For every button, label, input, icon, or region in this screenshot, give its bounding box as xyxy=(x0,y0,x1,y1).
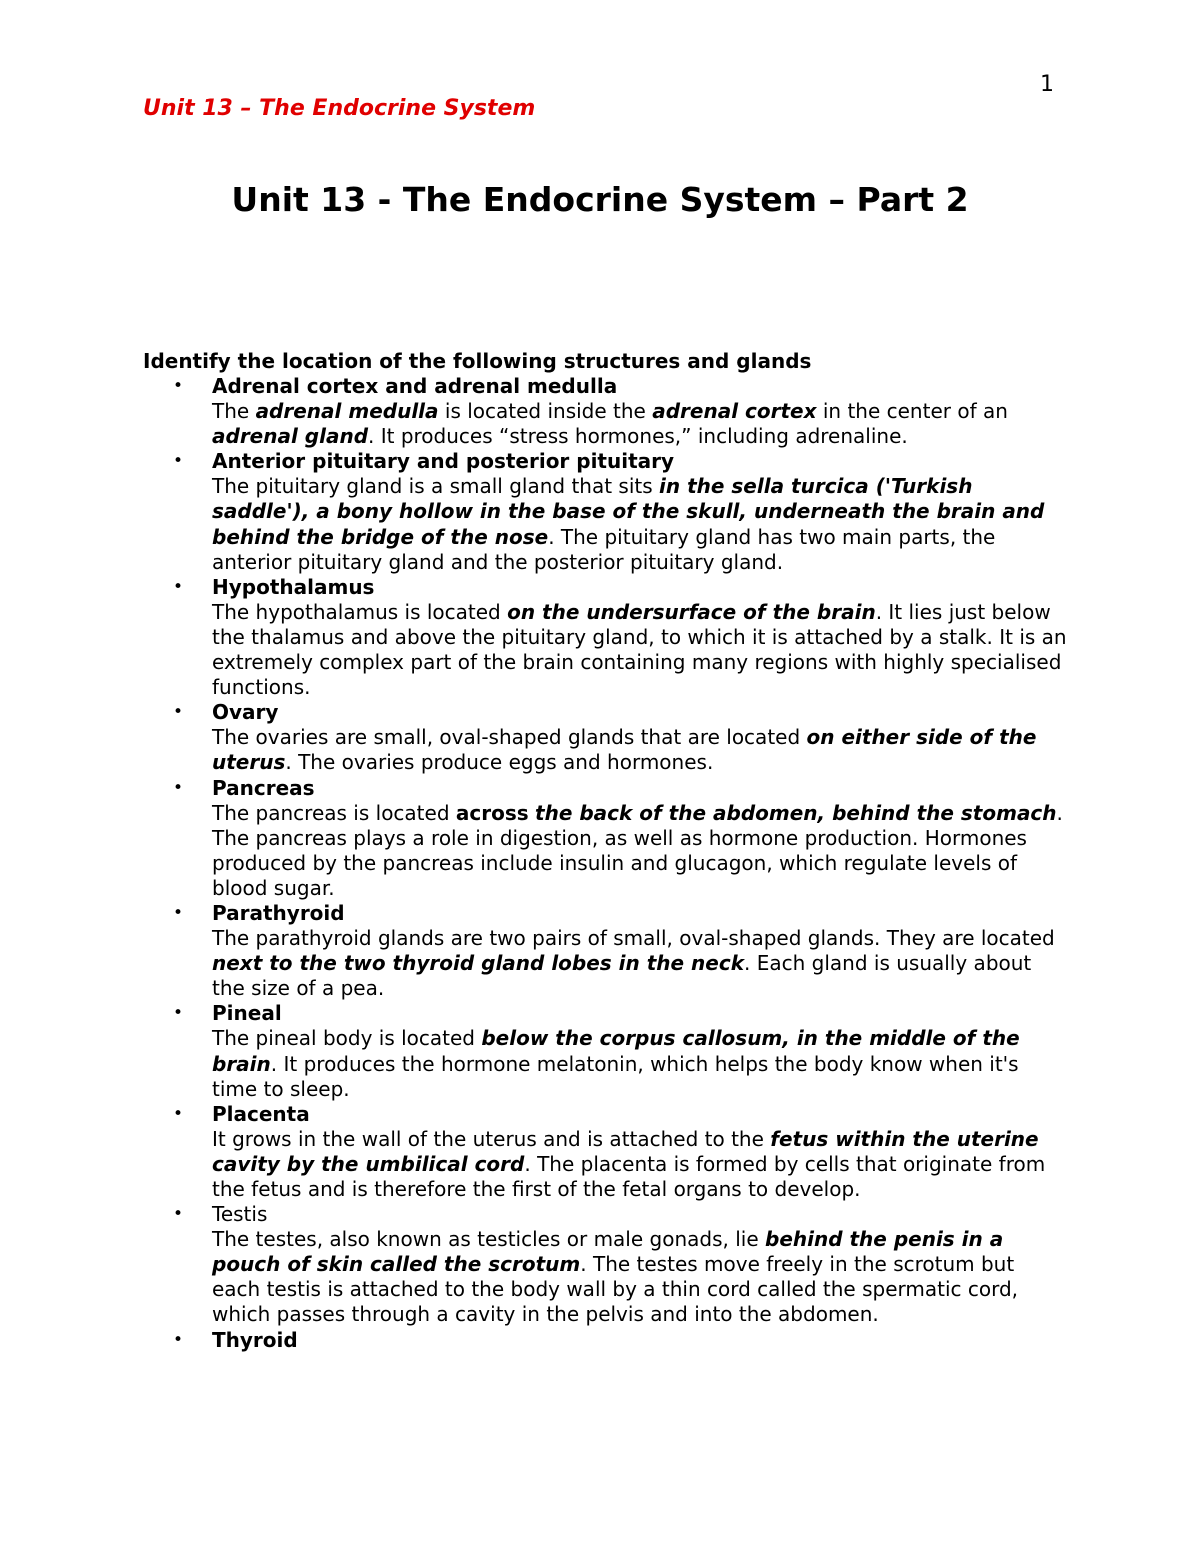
item-description xyxy=(212,600,1068,700)
body-text: The testes, also known as testicles or male gonads, lie xyxy=(212,1227,765,1252)
emphasis-text: behind the penis in a pouch of skin called the scrotum xyxy=(212,1227,1004,1277)
item-description xyxy=(212,1227,1068,1327)
body-text: The hypothalamus is located xyxy=(212,599,508,624)
body-text: . It produces the hormone melatonin, which helps the body know when it's time to sleep. xyxy=(212,1051,1019,1101)
body-text: . Each gland is usually about the size of a pea. xyxy=(212,951,1032,1001)
body-text: The ovaries are small, oval-shaped glands that are located xyxy=(212,725,807,750)
body-text: The parathyroid glands are two pairs of small, oval-shaped glands. They are located xyxy=(212,926,1055,951)
item-title: Ovary xyxy=(212,700,279,725)
list-item xyxy=(173,1102,1068,1202)
bullet-icon: • xyxy=(173,576,184,597)
body-text: . It produces “stress hormones,” including adrenaline. xyxy=(368,424,908,449)
item-description xyxy=(212,1127,1068,1202)
list-item xyxy=(173,1202,1068,1327)
body-text: across xyxy=(455,800,529,825)
bullet-icon: • xyxy=(173,1103,184,1124)
bullet-icon: • xyxy=(173,777,184,798)
bullet-icon: • xyxy=(173,1329,184,1350)
list-item xyxy=(173,1001,1068,1101)
item-title: Anterior pituitary and posterior pituitary xyxy=(212,449,675,474)
body-text: The pituitary gland is a small gland that sits xyxy=(212,474,660,499)
emphasis-text: in the sella turcica ('Turkish saddle'), a bony hollow in the base of the skull, underneath the brain and behind the bridge of the nose xyxy=(212,474,1045,549)
list-item xyxy=(173,374,1068,449)
body-text: . The ovaries produce eggs and hormones. xyxy=(285,750,714,775)
emphasis-text: adrenal gland xyxy=(212,424,369,449)
emphasis-text: below the corpus callosum, in the middle of the brain xyxy=(212,1026,1020,1076)
bullet-icon: • xyxy=(173,702,184,723)
item-description xyxy=(212,926,1068,1001)
section-heading: Identify the location of the following structures and glands xyxy=(143,349,812,373)
item-description xyxy=(212,474,1068,574)
body-text: . The placenta is formed by cells that originate from the fetus and is therefore the first of the fetal organs to develop. xyxy=(212,1151,1046,1201)
body-text: . The pituitary gland has two main parts, the anterior pituitary gland and the posterior pituitary gland. xyxy=(212,524,996,574)
body-text: . It lies just below the thalamus and above the pituitary gland, to which it is attached by a stalk. It is an extremely complex part of the brain containing many regions with highly specialised functions. xyxy=(212,599,1067,700)
item-title: Thyroid xyxy=(212,1327,298,1352)
emphasis-text: on the undersurface of the brain xyxy=(507,599,876,624)
item-title: Hypothalamus xyxy=(212,574,375,599)
item-description xyxy=(212,801,1068,901)
list-item xyxy=(173,575,1068,700)
body-text: The pancreas is located xyxy=(212,800,456,825)
emphasis-text: on either side of the uterus xyxy=(212,725,1037,775)
body-text: is located inside the xyxy=(438,399,653,424)
bullet-icon: • xyxy=(173,376,184,396)
list-item xyxy=(173,1328,1068,1353)
gland-list xyxy=(173,374,1068,1353)
body-text: . The pancreas plays a role in digestion, as well as hormone production. Hormones produced by the pancreas include insulin and glucagon, which regulate levels of blood sugar. xyxy=(212,800,1063,900)
item-title: Parathyroid xyxy=(212,900,345,925)
item-description xyxy=(212,399,1068,449)
emphasis-text: next to the two thyroid gland lobes in the neck xyxy=(212,951,745,976)
emphasis-text: adrenal cortex xyxy=(652,399,817,424)
item-title: Pancreas xyxy=(212,775,315,800)
emphasis-text: fetus within the uterine cavity by the umbilical cord xyxy=(212,1126,1039,1176)
page-title: Unit 13 - The Endocrine System – Part 2 xyxy=(231,180,969,219)
emphasis-text: the back of the abdomen, behind the stomach xyxy=(535,800,1057,825)
body-text: . The testes move freely in the scrotum but each testis is attached to the body wall by a thin cord called the spermatic cord, which passes through a cavity in the pelvis and into the abdomen. xyxy=(212,1252,1019,1327)
document-header: Unit 13 – The Endocrine System xyxy=(143,96,536,121)
list-item xyxy=(173,901,1068,1001)
bullet-icon: • xyxy=(173,451,184,472)
list-item xyxy=(173,700,1068,775)
body-text: The pineal body is located xyxy=(212,1026,482,1051)
bullet-icon: • xyxy=(173,1003,184,1024)
bullet-icon: • xyxy=(173,1204,184,1225)
list-item xyxy=(173,449,1068,574)
body-text: in the center of an xyxy=(816,399,1008,424)
item-title: Adrenal cortex and adrenal medulla xyxy=(212,374,618,398)
item-title: Placenta xyxy=(212,1101,310,1126)
bullet-icon: • xyxy=(173,902,184,923)
item-description xyxy=(212,1026,1068,1101)
body-text: It grows in the wall of the uterus and is attached to the xyxy=(212,1126,771,1151)
list-item xyxy=(173,776,1068,901)
body-text: The xyxy=(212,399,256,424)
item-title: Pineal xyxy=(212,1001,282,1026)
page-number: 1 xyxy=(1040,72,1054,97)
emphasis-text: adrenal medulla xyxy=(255,399,439,424)
item-description xyxy=(212,725,1068,775)
item-title: Testis xyxy=(212,1202,268,1227)
